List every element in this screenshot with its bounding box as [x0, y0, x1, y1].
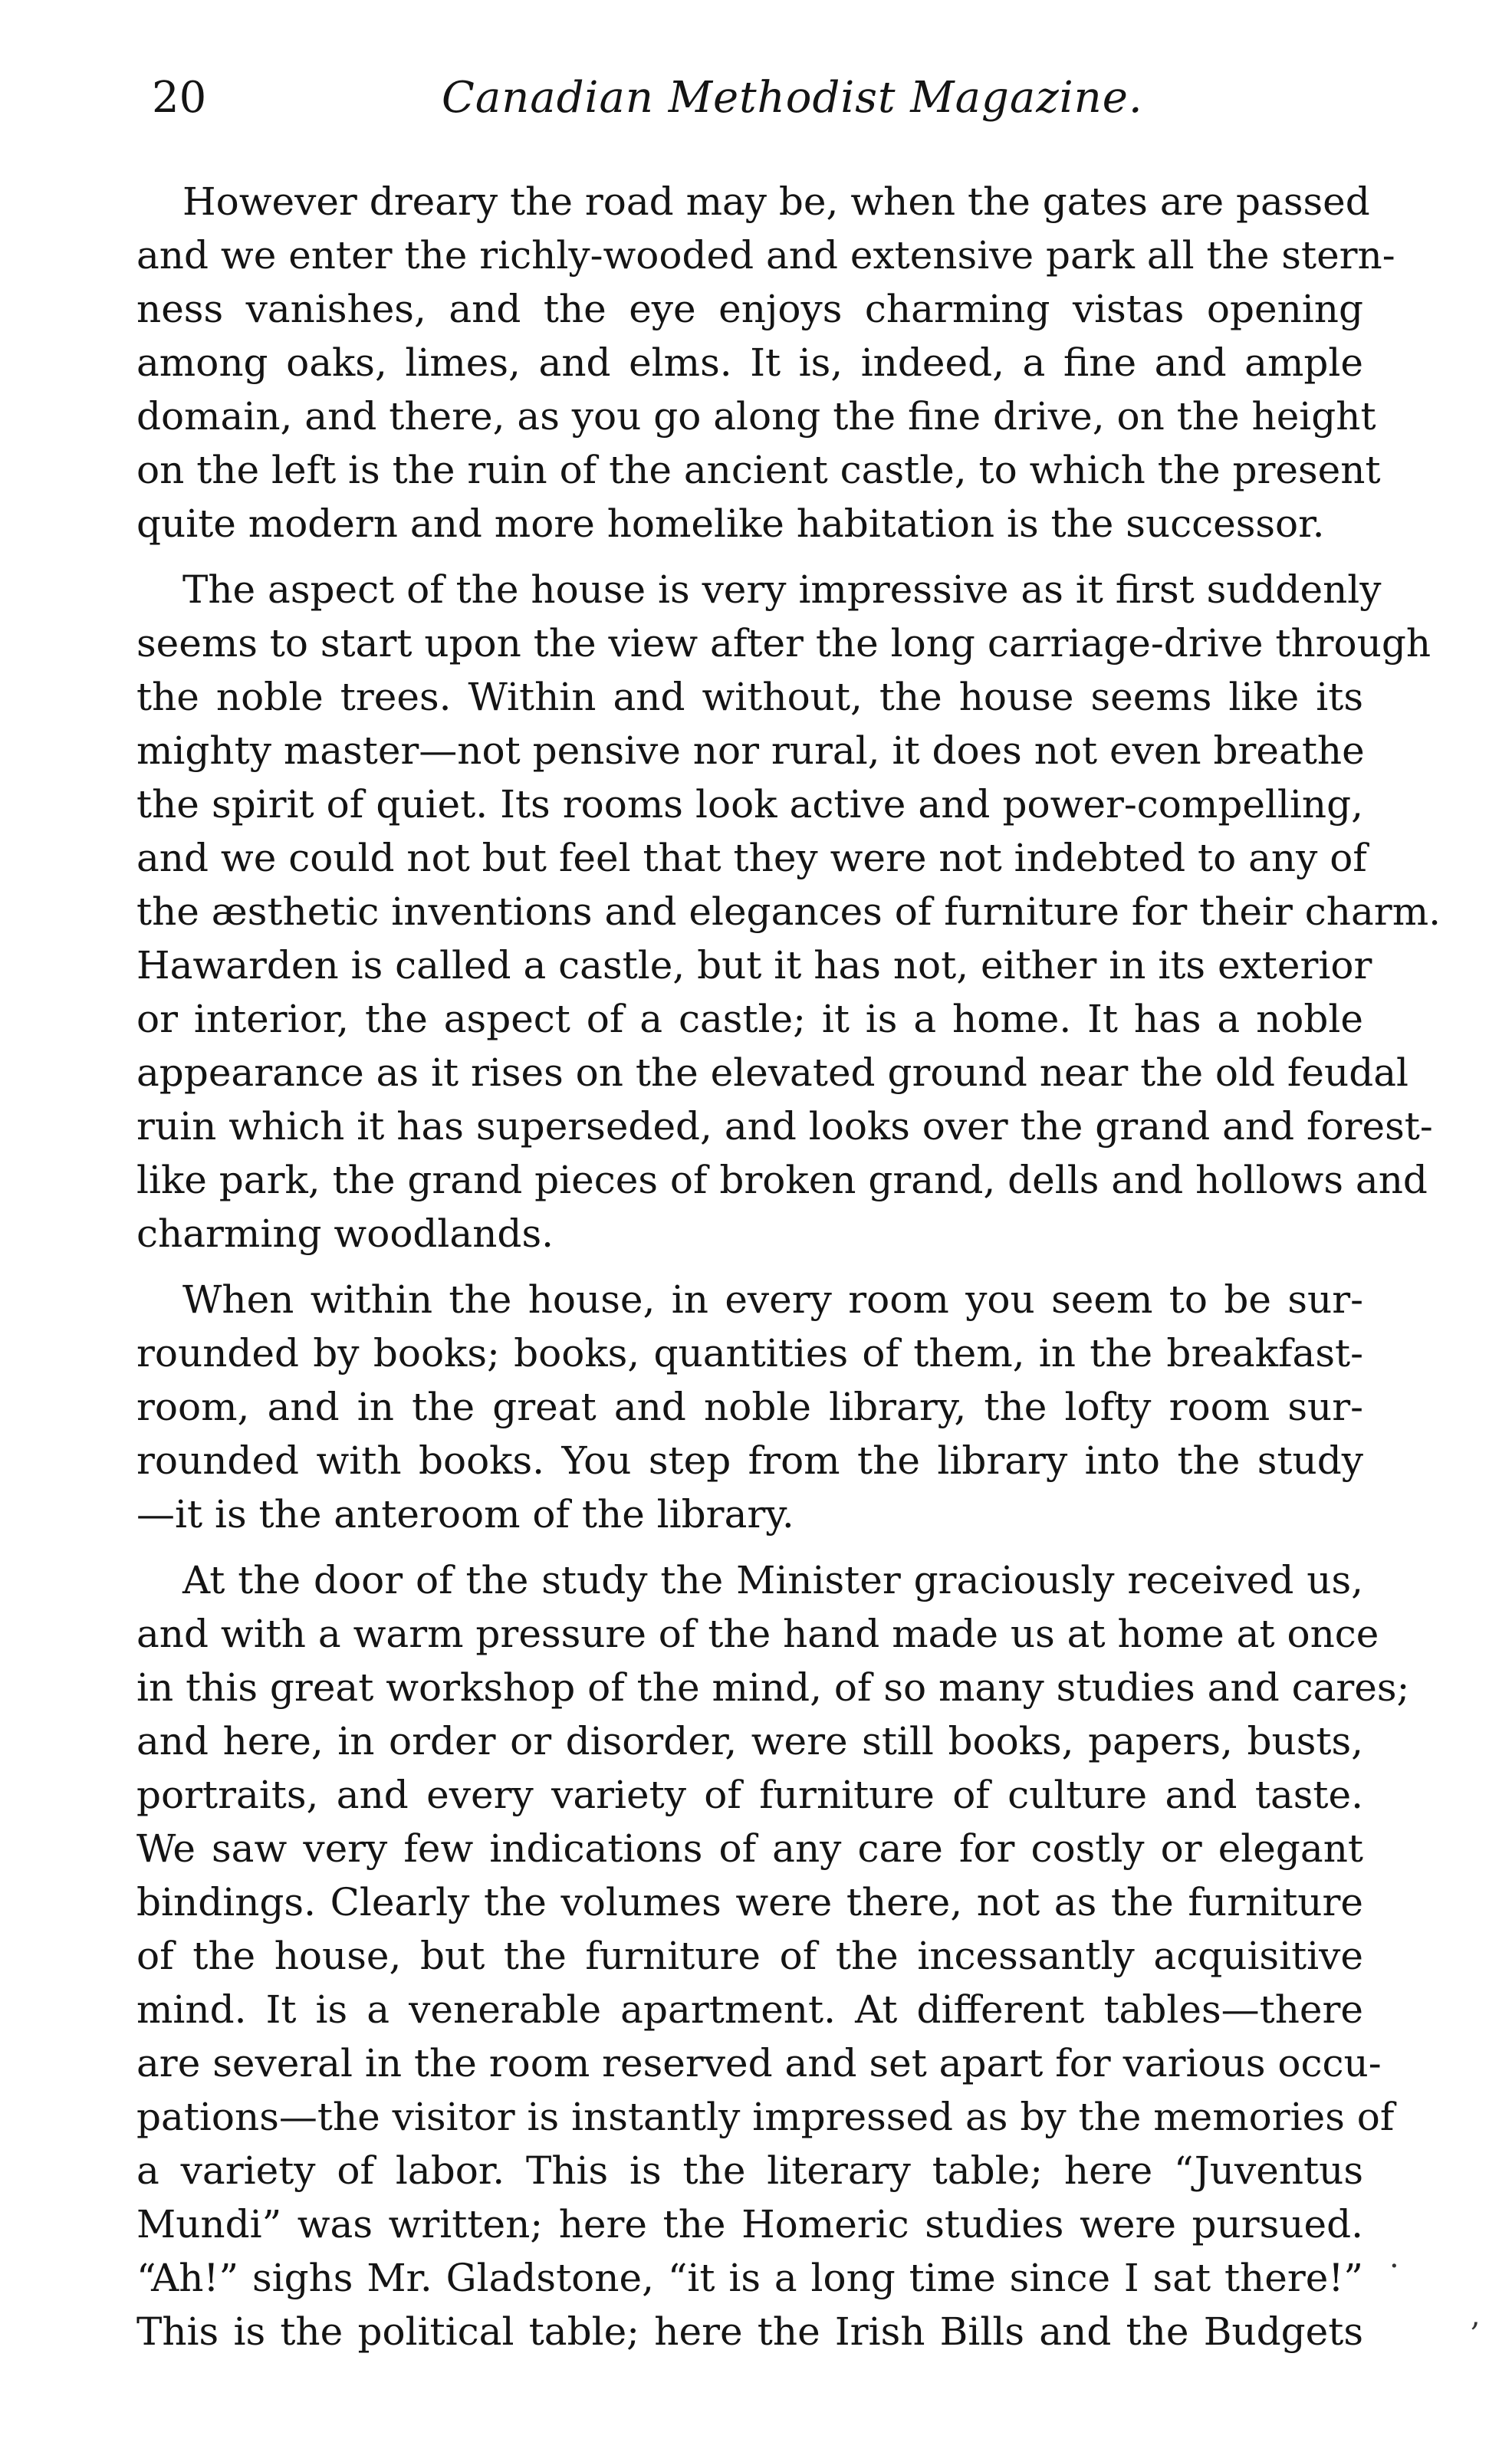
journal-title: Canadian Methodist Magazine. [442, 73, 1143, 123]
text-line: the æsthetic inventions and elegances of furniture for their charm. [136, 889, 1441, 934]
text-line: in this great workshop of the mind, of so many studies and cares; [136, 1665, 1410, 1710]
text-line: a variety of labor. This is the literary table; here “Juventus [136, 2148, 1363, 2193]
text-line: At the door of the study the Minister graciously received us, [182, 1558, 1363, 1602]
margin-tick: , [1471, 2298, 1481, 2333]
text-line: ruin which it has superseded, and looks over the grand and forest- [136, 1104, 1433, 1149]
text-line: Hawarden is called a castle, but it has not, either in its exterior [136, 943, 1372, 988]
text-line: and we could not but feel that they were not indebted to any of [136, 836, 1367, 880]
text-line: When within the house, in every room you seem to be sur- [182, 1277, 1363, 1322]
page-number: 20 [152, 73, 207, 123]
paragraph [136, 175, 1395, 551]
text-line: like park, the grand pieces of broken grand, dells and hollows and [136, 1158, 1428, 1202]
text-line: seems to start upon the view after the long carriage-drive through [136, 621, 1431, 666]
text-line: and with a warm pressure of the hand made us at home at once [136, 1612, 1379, 1656]
paragraph [136, 563, 1441, 1261]
text-line: rounded by books; books, quantities of them, in the breakfast- [136, 1331, 1363, 1376]
text-line: and here, in order or disorder, were still books, papers, busts, [136, 1719, 1363, 1763]
margin-dot: · [1389, 2249, 1399, 2284]
text-line: The aspect of the house is very impressive as it first suddenly [182, 567, 1382, 612]
text-line: charming woodlands. [136, 1211, 554, 1256]
text-line: This is the political table; here the Irish Bills and the Budgets [136, 2309, 1363, 2354]
text-line: of the house, but the furniture of the incessantly acquisitive [136, 1934, 1363, 1978]
running-head [136, 67, 1363, 129]
text-line: appearance as it rises on the elevated ground near the old feudal [136, 1050, 1409, 1095]
text-line: bindings. Clearly the volumes were there, not as the furniture [136, 1880, 1363, 1924]
text-line: are several in the room reserved and set apart for various occu- [136, 2041, 1382, 2086]
paragraph [136, 1273, 1363, 1541]
paragraph [136, 1553, 1410, 2358]
text-line: quite modern and more homelike habitation is the successor. [136, 501, 1325, 546]
text-line: —it is the anteroom of the library. [136, 1492, 794, 1537]
text-line: and we enter the richly-wooded and extensive park all the stern- [136, 233, 1395, 278]
text-line: or interior, the aspect of a castle; it is a home. It has a noble [136, 997, 1363, 1041]
text-line: pations—the visitor is instantly impressed as by the memories of [136, 2095, 1395, 2139]
text-line: mind. It is a venerable apartment. At different tables—there [136, 1987, 1363, 2032]
text-line: the noble trees. Within and without, the house seems like its [136, 675, 1363, 719]
page [136, 67, 1441, 2371]
text-line: rounded with books. You step from the library into the study [136, 1438, 1363, 1483]
text-line: domain, and there, as you go along the fine drive, on the height [136, 394, 1376, 439]
text-line: room, and in the great and noble library, the lofty room sur- [136, 1385, 1363, 1429]
text-line: among oaks, limes, and elms. It is, indeed, a fine and ample [136, 340, 1363, 385]
text-line: portraits, and every variety of furniture of culture and taste. [136, 1773, 1363, 1817]
text-line: We saw very few indications of any care for costly or elegant [136, 1826, 1363, 1871]
text-line: However dreary the road may be, when the gates are passed [182, 179, 1370, 224]
article-body [136, 175, 1441, 2358]
text-line: “Ah!” sighs Mr. Gladstone, “it is a long time since I sat there!” [136, 2256, 1363, 2300]
text-line: the spirit of quiet. Its rooms look active and power-compelling, [136, 782, 1363, 827]
text-line: Mundi” was written; here the Homeric studies were pursued. [136, 2202, 1363, 2247]
text-line: on the left is the ruin of the ancient castle, to which the present [136, 448, 1381, 492]
text-line: ness vanishes, and the eye enjoys charming vistas opening [136, 287, 1363, 331]
text-line: mighty master—not pensive nor rural, it does not even breathe [136, 728, 1365, 773]
